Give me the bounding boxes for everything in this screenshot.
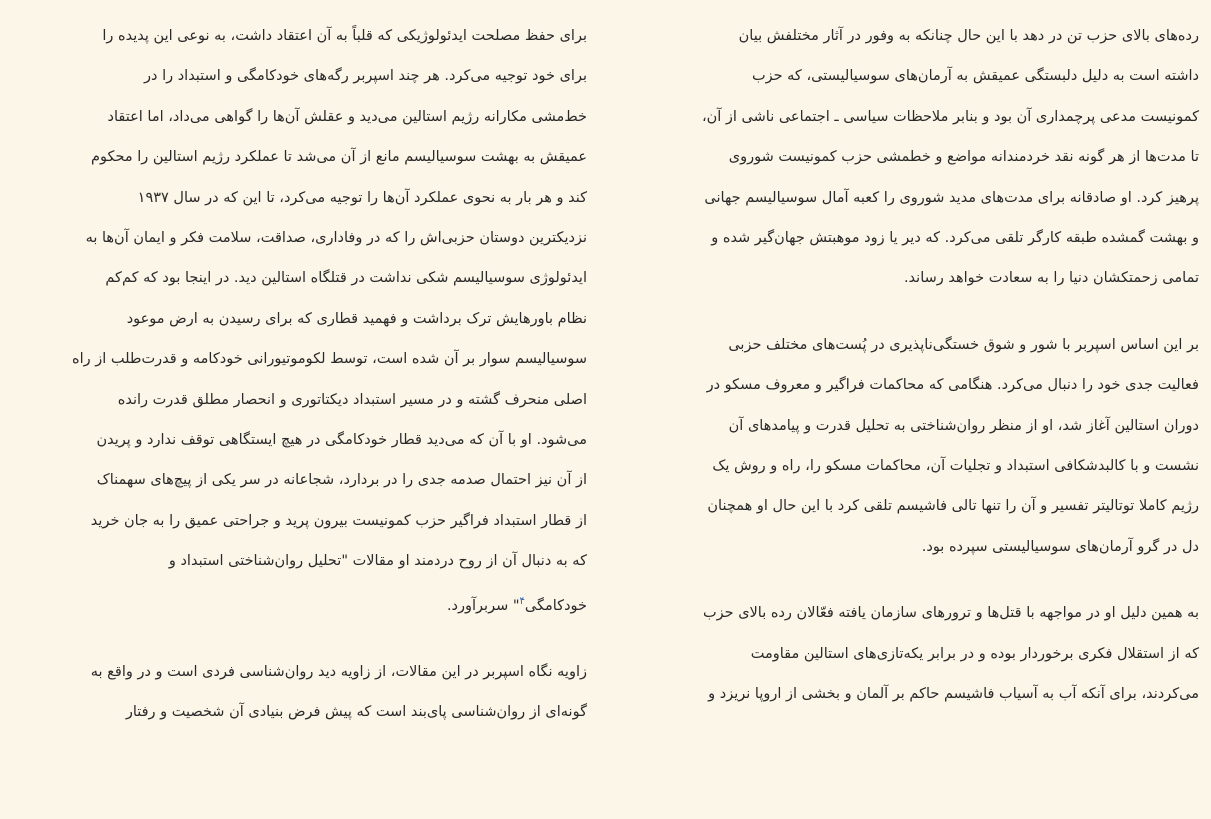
- text-line: کند و هر بار به نحوی عملکرد آن‌ها را توجیه می‌کرد، تا این که در سال ۱۹۳۷: [137, 189, 587, 206]
- left-column: [27, 16, 587, 733]
- paragraph: [633, 16, 1199, 299]
- text-line: برای خود توجیه می‌کرد. هر چند اسپربر رگه‌های خودکامگی و استبداد را در: [144, 68, 587, 85]
- text-line: می‌شود. او با آن که می‌دید قطار خودکامگی در هیچ ایستگاهی توقف ندارد و پریدن: [96, 432, 587, 449]
- text-line: کمونیست مدعی پرچمداری آن بود و بنابر ملاحظات سیاسی ـ اجتماعی ناشی از آن،: [701, 108, 1199, 125]
- paragraph: [633, 325, 1199, 567]
- text-line: تا مدت‌ها از هر گونه نقد خردمندانه مواضع و خطمشی حزب کمونیست شوروی: [728, 149, 1199, 166]
- text-line: داشته است به دلیل دلبستگی عمیقش به آرمان‌های سوسیالیستی، که حزب: [751, 68, 1199, 85]
- text-line: سوسیالیسم سوار بر آن شده است، توسط لکوموتیورانی خودکامه و قدرت‌طلب از راه: [72, 351, 587, 368]
- text-line: که به دنبال آن از روح دردمند او مقالات "تحلیل روان‌شناختی استبداد و: [168, 553, 587, 570]
- text-line: رده‌های بالای حزب تن در دهد با این حال چنانکه به وفور در آثار مختلفش بیان: [738, 28, 1199, 44]
- text-line: زاویه نگاه اسپربر در این مقالات، از زاویه دید روان‌شناسی فردی است و در واقع به: [90, 663, 587, 680]
- paragraph-gap: [27, 626, 587, 652]
- text-line: پرهیز کرد. او صادقانه برای مدت‌های مدید شوروی را کعبه آمال سوسیالیسم جهانی: [704, 189, 1199, 206]
- text-line: از قطار استبداد فراگیر حزب کمونیست بیرون پرید و جراحتی عمیق را به جان خرید: [90, 512, 587, 529]
- text-line: گونه‌ای از روان‌شناسی پای‌بند است که پیش فرض بنیادی آن شخصیت و رفتار: [125, 704, 587, 721]
- right-column: [633, 16, 1199, 715]
- text-line: نظام باورهایش ترک برداشت و فهمید قطاری که برای رسیدن به ارض موعود: [126, 310, 587, 327]
- text-line: به همین دلیل او در مواجهه با قتل‌ها و ترورهای سازمان یافته فعّالان رده بالای حزب: [702, 605, 1199, 622]
- paragraph: [633, 593, 1199, 714]
- text-line: و بهشت گمشده طبقه کارگر تلقی می‌کرد. که دیر یا زود موهبتش جهان‌گیر شده و: [711, 230, 1199, 247]
- text-line: ایدئولوژی سوسیالیسم شکی نداشت در قتلگاه استالین دید. در اینجا بود که کم‌کم: [105, 270, 587, 287]
- text-line: برای حفظ مصلحت ایدئولوژیکی که قلباً به آن اعتقاد داشت، به نوعی این پدیده را: [102, 28, 587, 44]
- text-line: از آن نیز احتمال صدمه جدی را در بردارد، شجاعانه در سر یکی از پیچ‌های سهمناک: [96, 472, 587, 489]
- text-line: رژیم کاملا توتالیتر تفسیر و آن را تنها تالی فاشیسم تلقی کرد با این حال او همچنان: [707, 498, 1199, 515]
- paragraph-gap: [633, 567, 1199, 593]
- text-line: خط‌مشی مکارانه رژیم استالین می‌دید و عقلش آن‌ها را گواهی می‌داد، اما اعتقاد: [107, 108, 587, 125]
- text-fragment: خودکامگی: [524, 597, 587, 614]
- text-line: نزدیکترین دوستان حزبی‌اش را که در وفاداری، صداقت، سلامت فکر و ایمان آن‌ها به: [85, 230, 587, 247]
- text-line: که از استقلال فکری برخوردار بوده و در برابر یکه‌تازی‌های استالین مقاومت: [750, 645, 1199, 662]
- text-line: فعالیت جدی خود را دنبال می‌کرد. هنگامی که محاکمات فراگیر و معروف مسکو در: [706, 377, 1199, 394]
- text-line: دوران استالین آغاز شد، او از منظر روان‌شناختی به تحلیل قدرت و پیامدهای آن: [728, 417, 1199, 434]
- paragraph: [27, 652, 587, 733]
- text-line: [446, 595, 587, 614]
- paragraph-gap: [633, 299, 1199, 325]
- text-line: تمامی زحمتکشان دنیا را به سعادت خواهد رساند.: [903, 270, 1199, 287]
- text-line: اصلی منحرف گشته و در مسیر استبداد دیکتاتوری و انحصار مطلق قدرت رانده: [117, 391, 587, 408]
- footnote-reference[interactable]: ۴: [519, 595, 525, 607]
- text-fragment: " سربرآورد.: [446, 597, 520, 614]
- text-line: نشست و با کالبدشکافی استبداد و تجلیات آن، محاکمات مسکو را، راه و روش یک: [712, 458, 1199, 475]
- text-line: عمیقش به بهشت سوسیالیسم مانع از آن می‌شد تا عملکرد رژیم استالین را محکوم: [91, 149, 587, 166]
- text-line: بر این اساس اسپربر با شور و شوق خستگی‌ناپذیری در پُست‌های مختلف حزبی: [728, 336, 1199, 353]
- text-line: می‌کردند، برای آنکه آب به آسیاب فاشیسم حاکم بر آلمان و بخشی از اروپا نریزد و: [708, 686, 1199, 703]
- text-line: دل در گرو آرمان‌های سوسیالیستی سپرده بود.: [921, 538, 1199, 555]
- paragraph: [27, 16, 587, 626]
